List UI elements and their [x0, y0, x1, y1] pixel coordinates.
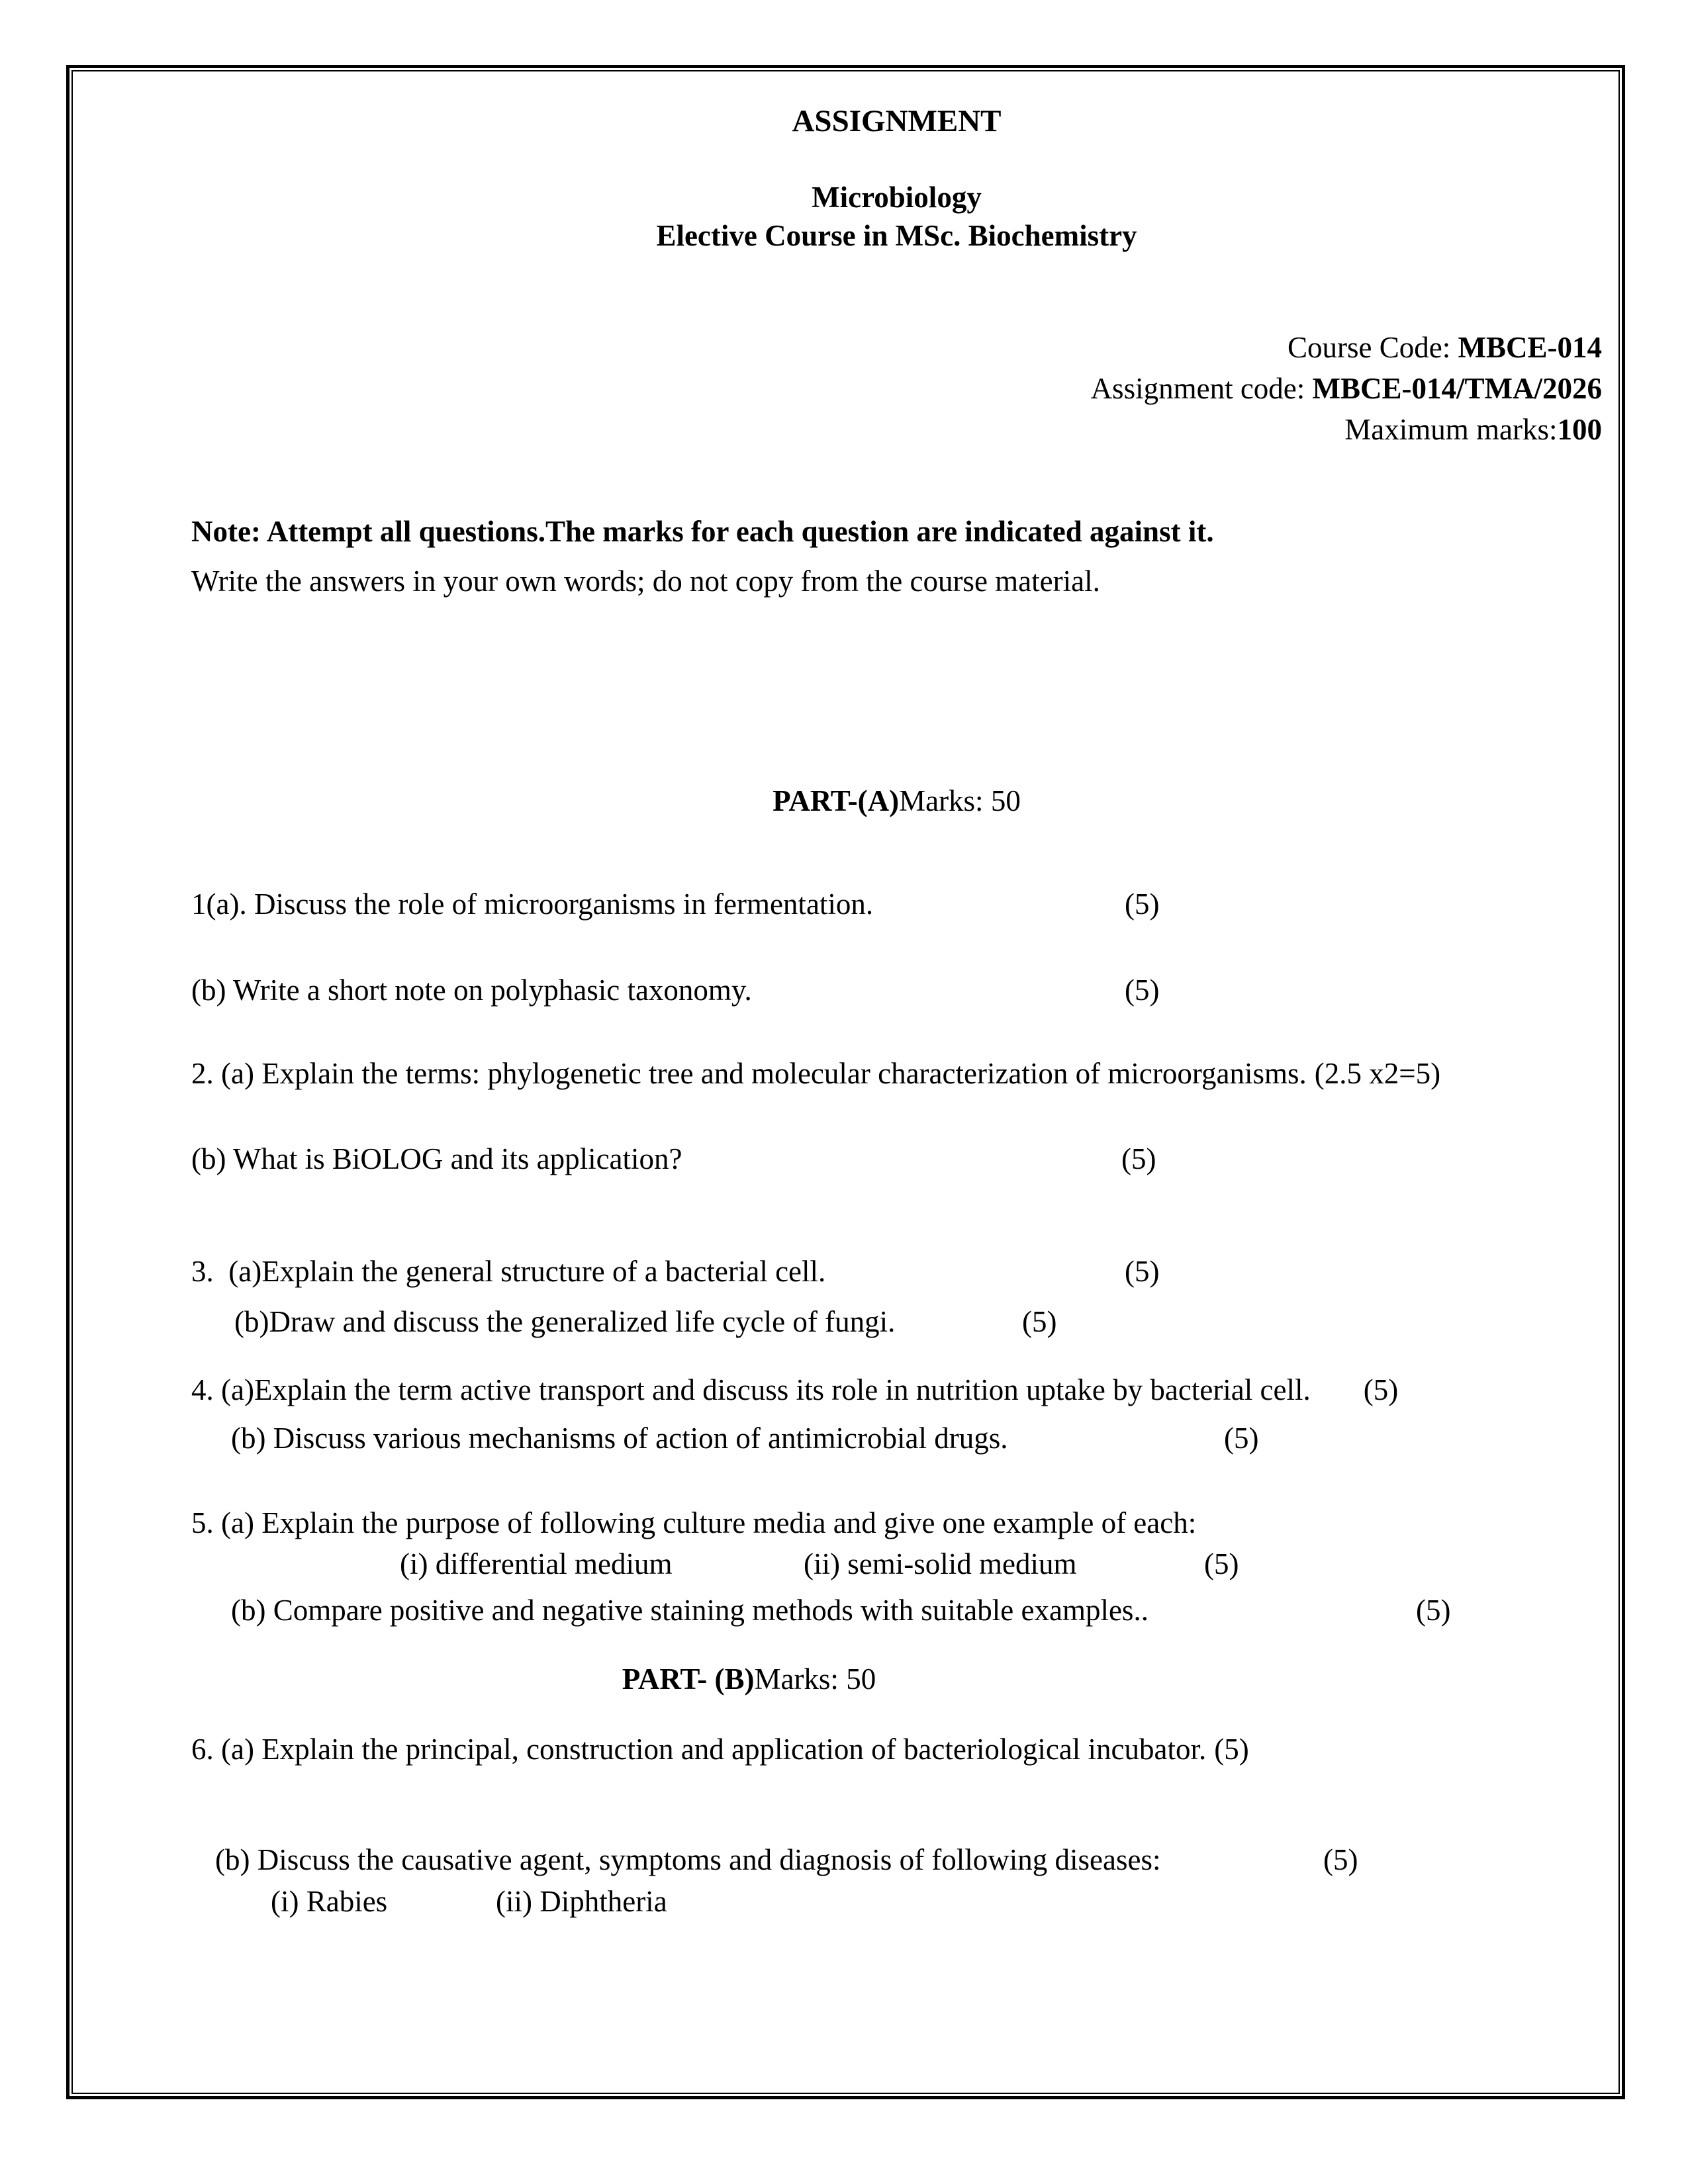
question-1a: [191, 885, 1602, 923]
part-a-title: PART-(A): [773, 784, 900, 817]
page-title: ASSIGNMENT: [792, 104, 1002, 138]
question-6b-option-i: (i) Rabies: [271, 1885, 388, 1918]
question-5b: [191, 1591, 1602, 1629]
question-5a-options-marks: (5): [1204, 1547, 1239, 1580]
question-1b-marks: (5): [1125, 974, 1160, 1007]
assignment-code-line: [191, 368, 1602, 409]
question-6b-text: (b) Discuss the causative agent, symptoms and diagnosis of following diseases:: [215, 1843, 1168, 1876]
question-3a-text: 3. (a)Explain the general structure of a bacterial cell.: [191, 1255, 826, 1288]
course-code-value: MBCE-014: [1458, 331, 1602, 364]
question-6b-option-ii: (ii) Diphtheria: [496, 1885, 667, 1918]
question-1a-text: 1(a). Discuss the role of microorganisms in fermentation.: [191, 887, 874, 921]
page-border-outer: [66, 65, 1625, 2099]
part-a-marks: Marks: 50: [899, 784, 1021, 817]
part-b-title: PART- (B): [622, 1662, 755, 1696]
question-4a: [191, 1371, 1602, 1409]
part-b-marks: Marks: 50: [754, 1662, 876, 1696]
question-5a-option-ii: (ii) semi-solid medium: [804, 1547, 1077, 1580]
page-content: [73, 71, 1618, 2093]
question-4b-marks: (5): [1224, 1422, 1259, 1455]
question-2b-marks: (5): [1121, 1142, 1156, 1175]
question-5a-options: [191, 1545, 1602, 1583]
question-5a-option-i: (i) differential medium: [400, 1547, 673, 1580]
question-4b: [191, 1419, 1602, 1457]
assignment-meta: [191, 327, 1602, 450]
course-code-line: [191, 327, 1602, 368]
question-2b: [191, 1140, 1602, 1178]
question-6a-marks: (5): [1214, 1733, 1249, 1766]
question-5b-marks: (5): [1416, 1594, 1451, 1627]
question-2a-marks: (2.5 x2=5): [1314, 1057, 1441, 1090]
question-1b: [191, 971, 1602, 1009]
assignment-code-label: Assignment code:: [1090, 372, 1313, 405]
question-4b-text: (b) Discuss various mechanisms of action of antimicrobial drugs.: [231, 1422, 1008, 1455]
course-name: Microbiology: [812, 181, 982, 214]
course-type: Elective Course in MSc. Biochemistry: [656, 219, 1137, 252]
max-marks-value: 100: [1557, 413, 1602, 446]
note-instruction-2: Write the answers in your own words; do not copy from the course material.: [191, 565, 1100, 598]
page-border-inner: [71, 70, 1620, 2094]
question-6b-marks: (5): [1323, 1843, 1358, 1876]
question-3b-marks: (5): [1022, 1305, 1057, 1338]
question-6a-text: 6. (a) Explain the principal, construction and application of bacteriological incubator.: [191, 1733, 1207, 1766]
question-4a-marks: (5): [1363, 1373, 1399, 1406]
question-2b-text: (b) What is BiOLOG and its application?: [191, 1142, 682, 1175]
question-5b-text: (b) Compare positive and negative staining methods with suitable examples..: [231, 1594, 1149, 1627]
question-2a-text: 2. (a) Explain the terms: phylogenetic tree and molecular characterization of microorganisms.: [191, 1057, 1307, 1090]
max-marks-line: [191, 409, 1602, 450]
question-5a: [191, 1504, 1602, 1542]
question-6a: [191, 1730, 1602, 1768]
question-4a-text: 4. (a)Explain the term active transport and discuss its role in nutrition uptake by bacterial cell.: [191, 1373, 1311, 1406]
question-3a-marks: (5): [1125, 1255, 1160, 1288]
question-5a-text: 5. (a) Explain the purpose of following culture media and give one example of each:: [191, 1506, 1197, 1539]
question-1a-marks: (5): [1125, 887, 1160, 921]
question-3b-text: (b)Draw and discuss the generalized life cycle of fungi.: [234, 1305, 896, 1338]
assignment-code-value: MBCE-014/TMA/2026: [1312, 372, 1602, 405]
course-code-label: Course Code:: [1288, 331, 1458, 364]
part-a-heading: [191, 782, 1602, 820]
course-header: [191, 178, 1602, 255]
question-6b: [191, 1841, 1602, 1879]
max-marks-label: Maximum marks:: [1344, 413, 1558, 446]
question-2a: [191, 1054, 1602, 1093]
question-3b: [191, 1302, 1602, 1341]
part-b-heading: [191, 1660, 1307, 1698]
question-3a: [191, 1252, 1602, 1291]
question-1b-text: (b) Write a short note on polyphasic taxonomy.: [191, 974, 752, 1007]
question-6b-options: [191, 1882, 1602, 1921]
note-instruction: Note: Attempt all questions.The marks for each question are indicated against it.: [191, 515, 1214, 548]
